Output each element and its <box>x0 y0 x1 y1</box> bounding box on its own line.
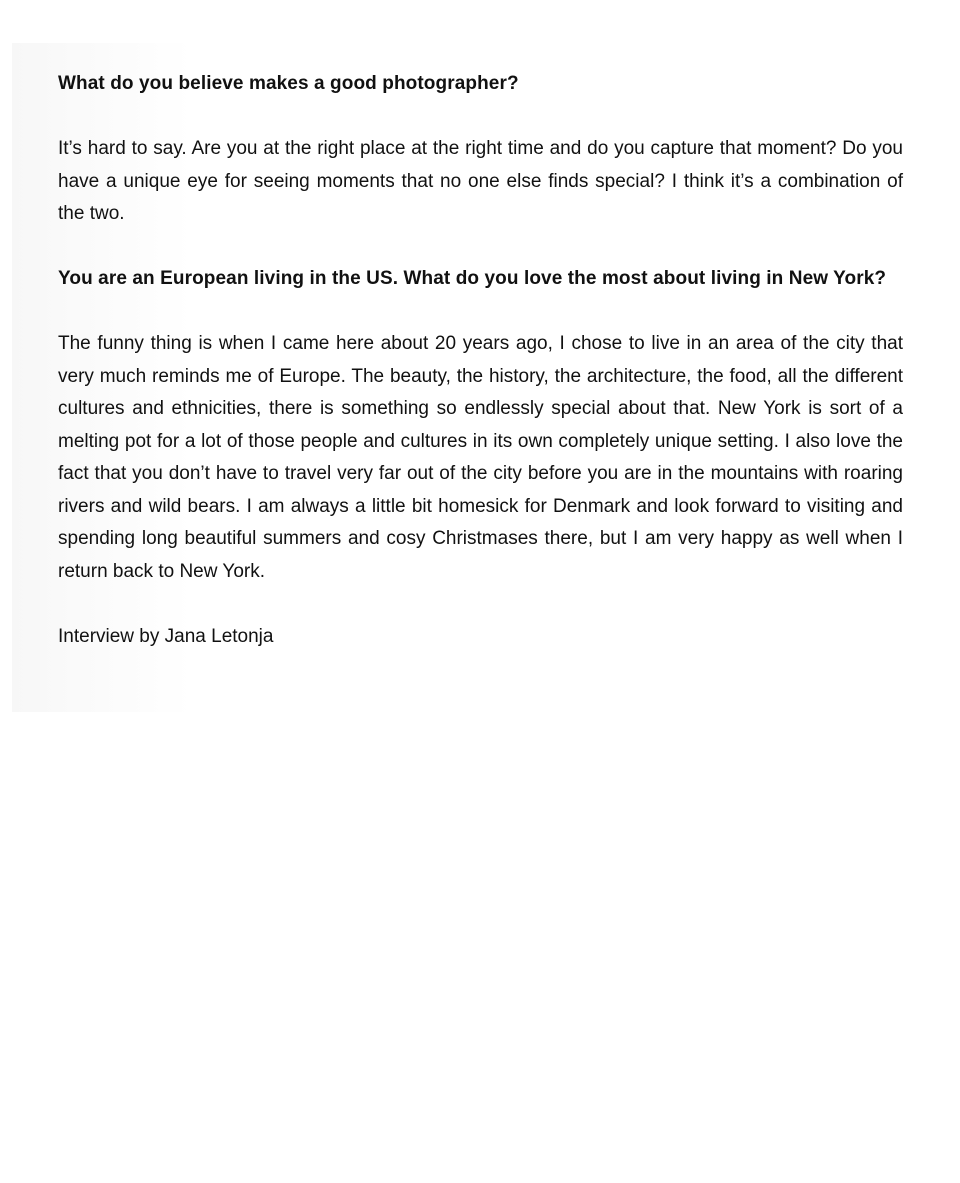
interview-article <box>58 68 903 686</box>
question-heading: You are an European living in the US. What do you love the most about living in New York? <box>58 268 887 289</box>
interview-credit: Interview by Jana Letonja <box>58 625 274 647</box>
answer-paragraph: The funny thing is when I came here about 20 years ago, I chose to live in an area of the city that very much reminds me of Europe. The beauty, the history, the architecture, the food, all the different cultures and ethnicities, there is something so endlessly special about that. New York is sort of a melting pot for a lot of those people and cultures in its own completely unique setting. I also love the fact that you don’t have to travel very far out of the city before you are in the mountains with roaring rivers and wild bears. I am always a little bit homesick for Denmark and look forward to visiting and spending long beautiful summers and cosy Christmases there, but I am very happy as well when I return back to New York. <box>58 333 903 582</box>
question-heading: What do you believe makes a good photographer? <box>58 73 519 94</box>
answer-paragraph: It’s hard to say. Are you at the right place at the right time and do you capture that moment? Do you have a unique eye for seeing moments that no one else finds special? I think it’s a combination of the two. <box>58 138 903 224</box>
